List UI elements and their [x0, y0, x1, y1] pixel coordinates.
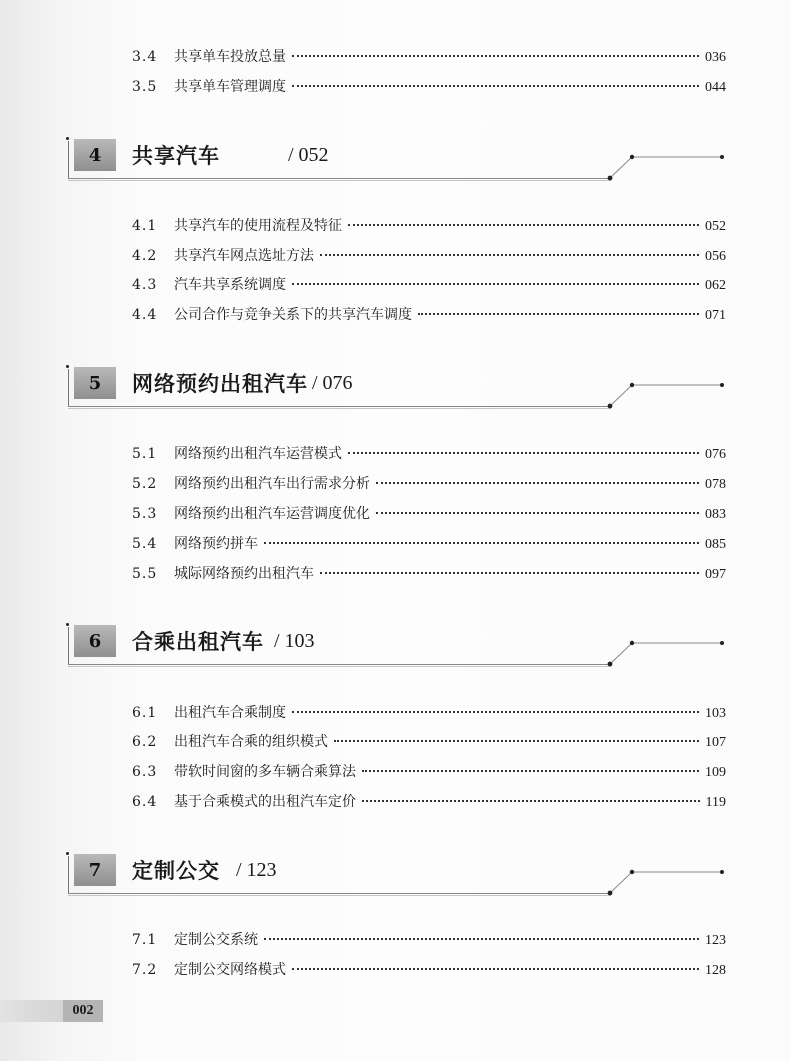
toc-entry[interactable] — [132, 76, 726, 100]
chapter-page: / 052 — [288, 143, 329, 166]
entry-title: 带软时间窗的多车辆合乘算法 — [174, 764, 356, 780]
dot-leader — [418, 313, 699, 315]
entry-title: 共享单车管理调度 — [174, 79, 286, 95]
dot-leader — [376, 482, 699, 484]
entry-number: 5.1 — [132, 446, 158, 462]
entry-title: 共享汽车网点选址方法 — [174, 248, 314, 264]
decorative-line-ornament — [600, 137, 730, 187]
toc-entry[interactable] — [132, 533, 726, 557]
entry-page: 085 — [705, 537, 726, 552]
dot-leader — [264, 938, 699, 940]
corner-dot — [66, 137, 69, 140]
chapter-number: 4 — [74, 139, 116, 171]
page-number: 002 — [63, 1000, 103, 1022]
entry-page: 107 — [705, 735, 726, 750]
entry-number: 4.1 — [132, 218, 158, 234]
corner-dot — [66, 623, 69, 626]
dot-leader — [264, 542, 699, 544]
toc-entry[interactable] — [132, 959, 726, 983]
header-rule — [68, 406, 611, 407]
toc-entry[interactable] — [132, 563, 726, 587]
entry-page: 103 — [705, 706, 726, 721]
entry-title: 共享单车投放总量 — [174, 49, 286, 65]
entry-page: 119 — [705, 795, 726, 810]
toc-entry[interactable] — [132, 702, 726, 726]
entry-number: 3.4 — [132, 49, 158, 65]
entry-title: 网络预约出租汽车运营调度优化 — [174, 506, 370, 522]
entry-title: 公司合作与竞争关系下的共享汽车调度 — [174, 307, 412, 323]
entry-title: 网络预约出租汽车运营模式 — [174, 446, 342, 462]
entry-number: 5.4 — [132, 536, 158, 552]
entry-page: 056 — [705, 249, 726, 264]
entry-title: 出租汽车合乘的组织模式 — [174, 734, 328, 750]
entry-page: 097 — [705, 567, 726, 582]
entry-title: 网络预约出租汽车出行需求分析 — [174, 476, 370, 492]
chapter-number: 7 — [74, 854, 116, 886]
entry-page: 123 — [705, 933, 726, 948]
dot-leader — [292, 968, 699, 970]
toc-entry[interactable] — [132, 929, 726, 953]
dot-leader — [362, 770, 699, 772]
header-rule — [68, 893, 611, 894]
entry-page: 083 — [705, 507, 726, 522]
toc-entry[interactable] — [132, 731, 726, 755]
entry-number: 5.5 — [132, 566, 158, 582]
entry-number: 5.3 — [132, 506, 158, 522]
header-rule-shadow — [68, 408, 611, 409]
entry-number: 3.5 — [132, 79, 158, 95]
entry-title: 汽车共享系统调度 — [174, 277, 286, 293]
entry-title: 出租汽车合乘制度 — [174, 705, 286, 721]
chapter-title: 共享汽车 — [132, 143, 220, 168]
toc-entry[interactable] — [132, 274, 726, 298]
header-rule — [68, 664, 611, 665]
toc-entry[interactable] — [132, 443, 726, 467]
dot-leader — [320, 254, 699, 256]
chapter-title: 定制公交 — [132, 858, 220, 883]
header-rule-shadow — [68, 180, 611, 181]
dot-leader — [376, 512, 699, 514]
header-rule — [68, 178, 611, 179]
dot-leader — [292, 55, 699, 57]
chapter-page: / 076 — [312, 371, 353, 394]
chapter-header-5[interactable] — [60, 365, 730, 425]
decorative-line-ornament — [600, 623, 730, 673]
chapter-header-6[interactable] — [60, 623, 730, 683]
header-rule-shadow — [68, 666, 611, 667]
entry-title: 城际网络预约出租汽车 — [174, 566, 314, 582]
entry-page: 128 — [705, 963, 726, 978]
entry-page: 078 — [705, 477, 726, 492]
chapter-number: 6 — [74, 625, 116, 657]
entry-page: 036 — [705, 50, 726, 65]
dot-leader — [362, 800, 700, 802]
dot-leader — [292, 711, 699, 713]
entry-page: 109 — [705, 765, 726, 780]
page-number-strip — [0, 1000, 63, 1022]
dot-leader — [320, 572, 699, 574]
entry-title: 基于合乘模式的出租汽车定价 — [174, 794, 356, 810]
entry-number: 7.1 — [132, 932, 158, 948]
entry-title: 定制公交网络模式 — [174, 962, 286, 978]
header-rule-vertical — [68, 369, 69, 407]
toc-entry[interactable] — [132, 503, 726, 527]
entry-title: 共享汽车的使用流程及特征 — [174, 218, 342, 234]
dot-leader — [292, 283, 699, 285]
toc-entry[interactable] — [132, 215, 726, 239]
header-rule-vertical — [68, 141, 69, 179]
entry-page: 071 — [705, 308, 726, 323]
header-rule-vertical — [68, 856, 69, 894]
entry-number: 5.2 — [132, 476, 158, 492]
corner-dot — [66, 852, 69, 855]
corner-dot — [66, 365, 69, 368]
toc-entry[interactable] — [132, 304, 726, 328]
dot-leader — [348, 224, 699, 226]
chapter-title: 网络预约出租汽车 — [132, 371, 308, 396]
entry-title: 定制公交系统 — [174, 932, 258, 948]
entry-title: 网络预约拼车 — [174, 536, 258, 552]
entry-number: 6.4 — [132, 794, 158, 810]
entry-number: 6.3 — [132, 764, 158, 780]
chapter-header-4[interactable] — [60, 137, 730, 197]
dot-leader — [348, 452, 699, 454]
entry-number: 6.2 — [132, 734, 158, 750]
decorative-line-ornament — [600, 852, 730, 902]
entry-number: 7.2 — [132, 962, 158, 978]
entry-page: 052 — [705, 219, 726, 234]
entry-number: 4.3 — [132, 277, 158, 293]
entry-page: 062 — [705, 278, 726, 293]
dot-leader — [334, 740, 699, 742]
chapter-header-7[interactable] — [60, 852, 730, 912]
entry-number: 6.1 — [132, 705, 158, 721]
toc-entry[interactable] — [132, 761, 726, 785]
entry-number: 4.2 — [132, 248, 158, 264]
chapter-title: 合乘出租汽车 — [132, 629, 264, 654]
chapter-page: / 103 — [274, 629, 315, 652]
toc-entry[interactable] — [132, 791, 726, 815]
toc-entry[interactable] — [132, 245, 726, 269]
entry-page: 044 — [705, 80, 726, 95]
entry-page: 076 — [705, 447, 726, 462]
chapter-page: / 123 — [236, 858, 277, 881]
decorative-line-ornament — [600, 365, 730, 415]
entry-number: 4.4 — [132, 307, 158, 323]
dot-leader — [292, 85, 699, 87]
chapter-number: 5 — [74, 367, 116, 399]
header-rule-shadow — [68, 895, 611, 896]
toc-entry[interactable] — [132, 46, 726, 70]
toc-entry[interactable] — [132, 473, 726, 497]
header-rule-vertical — [68, 627, 69, 665]
